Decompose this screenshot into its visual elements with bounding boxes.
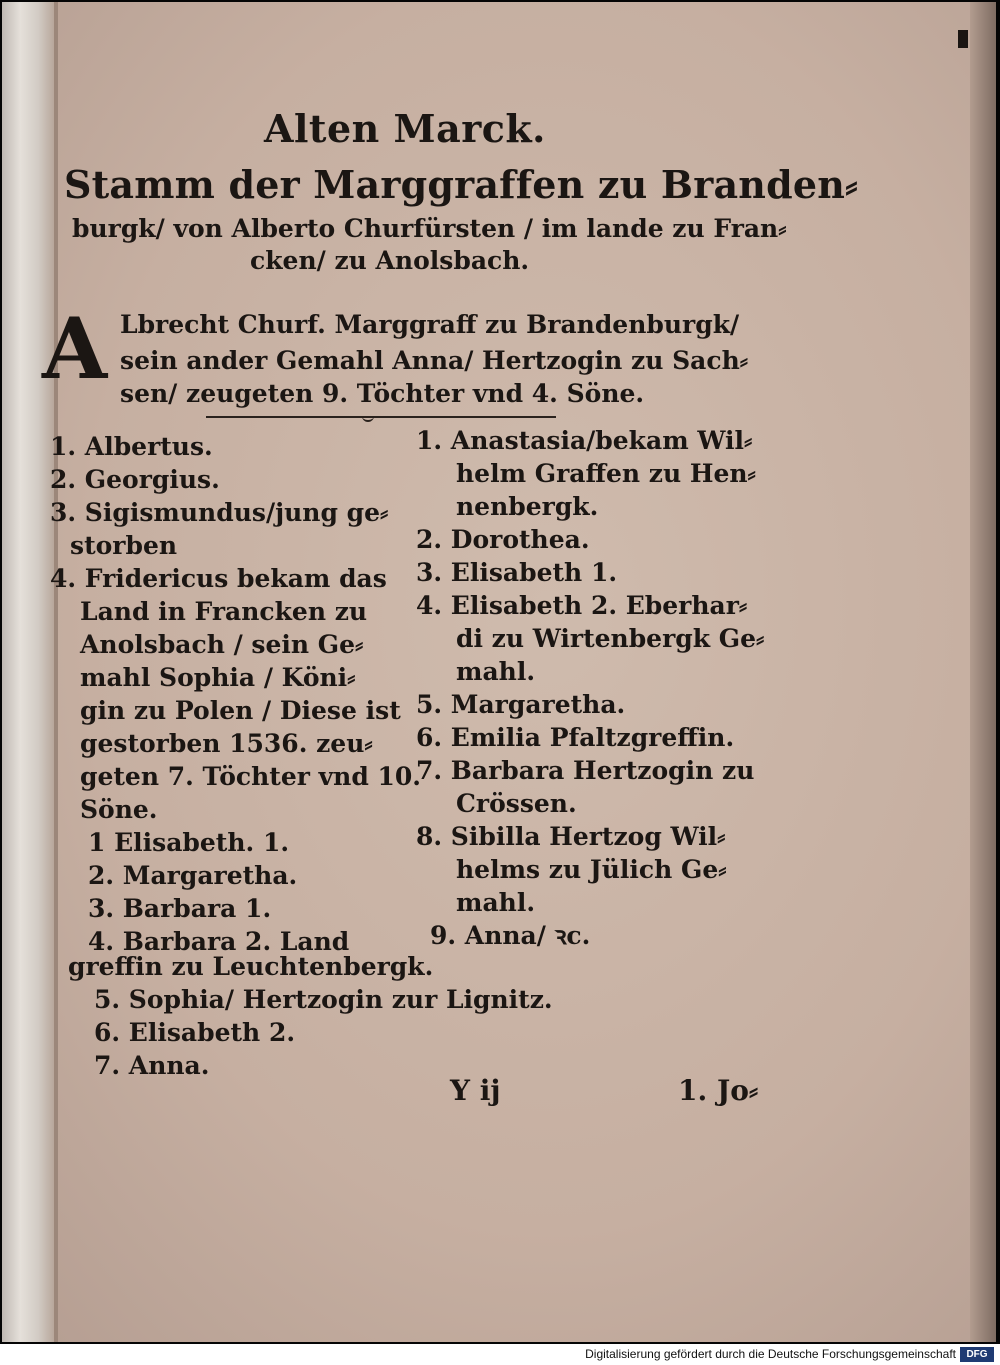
right-column [416, 424, 764, 952]
left-line: 3. Barbara 1. [88, 894, 272, 923]
continuation-lines [68, 950, 553, 1082]
intro-line-3: sen/ zeugeten 9. Töchter vnd 4. Söne. [120, 379, 645, 408]
left-line: 1. Albertus. [50, 432, 213, 461]
dfg-logo: DFG [960, 1347, 994, 1362]
heading-line-2: Stamm der Marggraffen zu Branden⸗ [64, 162, 858, 207]
right-line: 5. Margaretha. [416, 690, 626, 719]
right-line: nenbergk. [456, 492, 599, 521]
left-line: Land in Francken zu [80, 597, 368, 626]
left-line: 4. Barbara 2. Land [88, 927, 350, 956]
right-line: 2. Dorothea. [416, 525, 590, 554]
left-column [50, 430, 421, 958]
left-line: Söne. [80, 795, 158, 824]
book-page [2, 2, 996, 1342]
heading-line-3: burgk/ von Alberto Churfürsten / im lande zu Fran⸗ [72, 214, 787, 243]
right-line: mahl. [456, 657, 536, 686]
right-line: 8. Sibilla Hertzog Wil⸗ [416, 822, 726, 851]
left-line: storben [70, 531, 178, 560]
heading-line-4: cken/ zu Anolsbach. [250, 246, 530, 275]
left-line: 2. Georgius. [50, 465, 220, 494]
page-edge [970, 2, 996, 1342]
left-line: 4. Fridericus bekam das [50, 564, 387, 593]
catchword: 1. Jo⸗ [678, 1074, 759, 1107]
intro-line-2: sein ander Gemahl Anna/ Hertzogin zu Sach⸗ [120, 346, 749, 375]
book-spine [2, 2, 54, 1342]
left-line: gestorben 1536. zeu⸗ [80, 729, 373, 758]
right-line: Crössen. [456, 789, 577, 818]
right-line: 4. Elisabeth 2. Eberhar⸗ [416, 591, 748, 620]
left-line: 3. Sigismundus/jung ge⸗ [50, 498, 389, 527]
left-line: Anolsbach / sein Ge⸗ [80, 630, 364, 659]
left-line: 2. Margaretha. [88, 861, 298, 890]
scan-mark [958, 30, 968, 48]
right-line: 7. Barbara Hertzogin zu [416, 756, 755, 785]
signature-mark: Y ij [450, 1074, 501, 1107]
right-line: helm Graffen zu Hen⸗ [456, 459, 756, 488]
footer-credit: Digitalisierung gefördert durch die Deutsche Forschungsgemeinschaft [585, 1347, 956, 1361]
continuation-line: 5. Sophia/ Hertzogin zur Lignitz. [94, 985, 553, 1014]
ornamental-rule-flourish [362, 410, 374, 422]
ornamental-rule [206, 416, 556, 418]
intro-line-1: Lbrecht Churf. Marggraff zu Brandenburgk/ [120, 310, 740, 339]
right-line: 6. Emilia Pfaltzgreffin. [416, 723, 735, 752]
right-line: 3. Elisabeth 1. [416, 558, 618, 587]
continuation-line: 7. Anna. [94, 1051, 210, 1080]
left-line: 1 Elisabeth. 1. [88, 828, 290, 857]
continuation-line: 6. Elisabeth 2. [94, 1018, 296, 1047]
continuation-line: greffin zu Leuchtenbergk. [68, 952, 434, 981]
digitization-footer [0, 1344, 1000, 1365]
right-line: di zu Wirtenbergk Ge⸗ [456, 624, 765, 653]
left-line: geten 7. Töchter vnd 10. [80, 762, 422, 791]
left-line: gin zu Polen / Diese ist [80, 696, 401, 725]
heading-line-1: Alten Marck. [264, 106, 546, 151]
right-line: helms zu Jülich Ge⸗ [456, 855, 727, 884]
decorated-initial: A [42, 299, 108, 398]
right-line: 9. Anna/ ꝛc. [430, 921, 591, 950]
right-line: 1. Anastasia/bekam Wil⸗ [416, 426, 753, 455]
left-line: mahl Sophia / Köni⸗ [80, 663, 356, 692]
right-line: mahl. [456, 888, 536, 917]
